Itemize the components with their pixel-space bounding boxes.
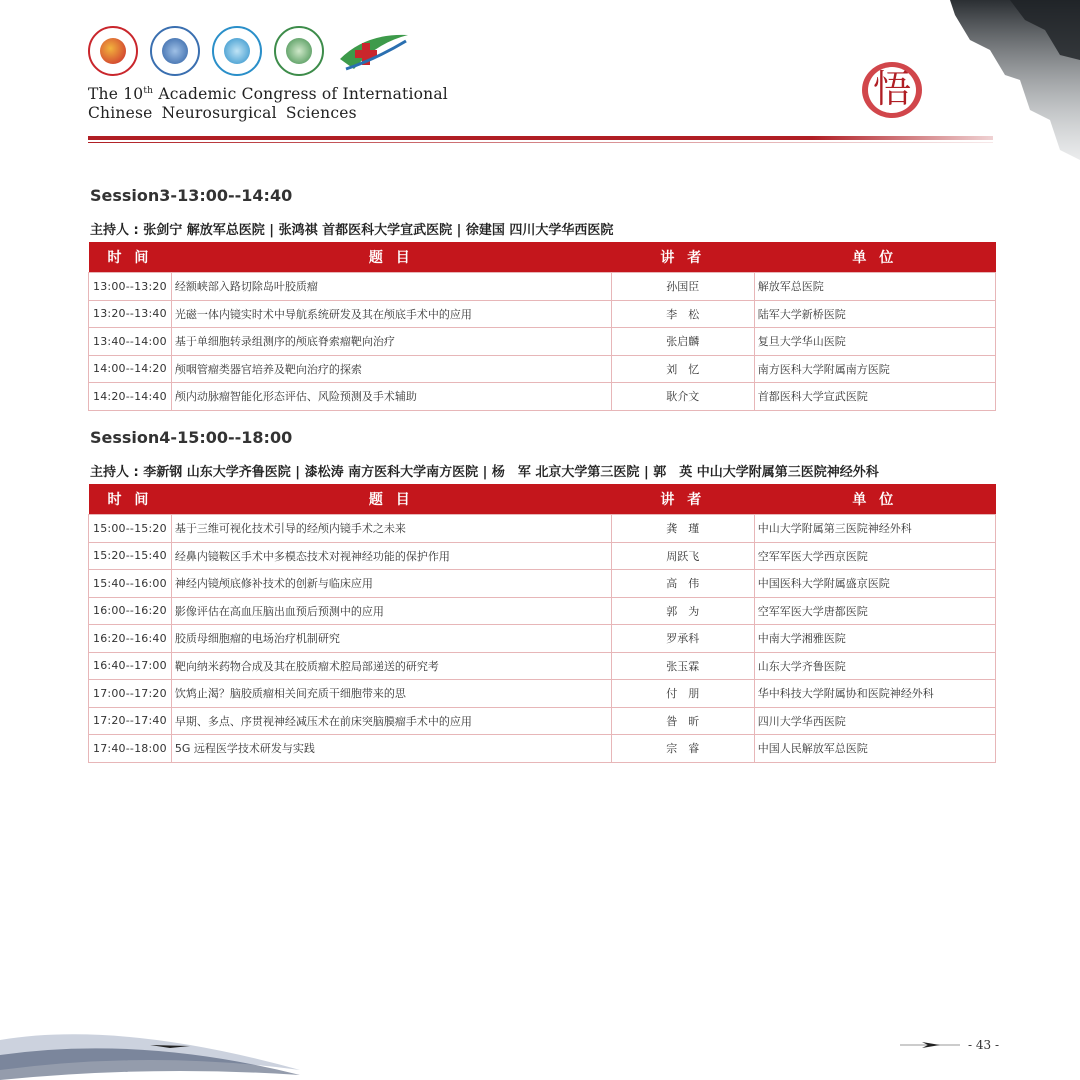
topic-cell: 基于三维可视化技术引导的经颅内镜手术之未来: [171, 515, 611, 543]
unit-cell: 中山大学附属第三医院神经外科: [754, 515, 995, 543]
ink-brush-decoration: [0, 1010, 320, 1080]
unit-cell: 南方医科大学附属南方医院: [754, 355, 995, 383]
speaker-cell: 张玉霖: [611, 652, 754, 680]
congress-header: [88, 26, 448, 123]
time-cell: 15:20--15:40: [89, 542, 172, 570]
table-row: [89, 515, 996, 543]
title-pre: The 10: [88, 85, 144, 104]
society-logo-1: [88, 26, 138, 76]
speaker-cell: 宗 睿: [611, 735, 754, 763]
speaker-cell: 耿介文: [611, 383, 754, 411]
speaker-cell: 龚 瑾: [611, 515, 754, 543]
unit-cell: 空军军医大学西京医院: [754, 542, 995, 570]
unit-cell: 解放军总医院: [754, 273, 995, 301]
table-row: [89, 355, 996, 383]
speaker-cell: 周跃飞: [611, 542, 754, 570]
topic-cell: 颅咽管瘤类器官培养及靶向治疗的探索: [171, 355, 611, 383]
table-row: [89, 383, 996, 411]
page-number: - 43 -: [968, 1038, 1000, 1052]
header-unit: 单 位: [754, 242, 995, 273]
topic-cell: 光磁一体内镜实时术中导航系统研发及其在颅底手术中的应用: [171, 300, 611, 328]
title-ordinal: th: [143, 86, 154, 96]
topic-cell: 5G 远程医学技术研发与实践: [171, 735, 611, 763]
time-cell: 15:40--16:00: [89, 570, 172, 598]
time-cell: 16:20--16:40: [89, 625, 172, 653]
header-topic: 题 目: [171, 484, 611, 515]
time-cell: 14:20--14:40: [89, 383, 172, 411]
topic-cell: 早期、多点、序贯视神经减压术在前床突脑膜瘤手术中的应用: [171, 707, 611, 735]
unit-cell: 四川大学华西医院: [754, 707, 995, 735]
session4-hosts: 主持人 : 李新钢 山东大学齐鲁医院 | 漆松涛 南方医科大学南方医院 | 杨 军 北京大学第三医院 | 郭 英 中山大学附属第三医院神经外科: [90, 465, 879, 480]
header-time: 时 间: [89, 484, 172, 515]
unit-cell: 山东大学齐鲁医院: [754, 652, 995, 680]
unit-cell: 华中科技大学附属协和医院神经外科: [754, 680, 995, 708]
table-row: [89, 652, 996, 680]
header-topic: 题 目: [171, 242, 611, 273]
topic-cell: 神经内镜颅底修补技术的创新与临床应用: [171, 570, 611, 598]
seal-character: 悟: [872, 67, 911, 111]
unit-cell: 中南大学湘雅医院: [754, 625, 995, 653]
unit-cell: 中国人民解放军总医院: [754, 735, 995, 763]
time-cell: 13:00--13:20: [89, 273, 172, 301]
table-row: [89, 328, 996, 356]
topic-cell: 靶向纳米药物合成及其在胶质瘤术腔局部递送的研究考: [171, 652, 611, 680]
speaker-cell: 孙国臣: [611, 273, 754, 301]
speaker-cell: 刘 忆: [611, 355, 754, 383]
header-divider-thin: [88, 142, 993, 143]
topic-cell: 经额峡部入路切除岛叶胶质瘤: [171, 273, 611, 301]
logo-row: [88, 26, 448, 76]
topic-cell: 饮鸩止渴？脑胶质瘤相关间充质干细胞带来的思: [171, 680, 611, 708]
society-logo-4: [274, 26, 324, 76]
time-cell: 17:20--17:40: [89, 707, 172, 735]
speaker-cell: 张启麟: [611, 328, 754, 356]
ink-bird-mark: [900, 1030, 960, 1060]
seal-emblem: [858, 58, 926, 122]
session4-rows: [89, 515, 996, 763]
unit-cell: 复旦大学华山医院: [754, 328, 995, 356]
table-row: [89, 542, 996, 570]
table-row: [89, 625, 996, 653]
table-row: [89, 300, 996, 328]
congress-title-line1: [88, 82, 448, 104]
speaker-cell: 罗承科: [611, 625, 754, 653]
topic-cell: 基于单细胞转录组测序的颅底脊索瘤靶向治疗: [171, 328, 611, 356]
congress-title-line2: Chinese Neurosurgical Sciences: [88, 104, 357, 123]
unit-cell: 中国医科大学附属盛京医院: [754, 570, 995, 598]
table-row: [89, 570, 996, 598]
session4-title: Session4-15:00--18:00: [90, 428, 293, 447]
unit-cell: 首都医科大学宣武医院: [754, 383, 995, 411]
speaker-cell: 高 伟: [611, 570, 754, 598]
time-cell: 17:00--17:20: [89, 680, 172, 708]
header-speaker: 讲 者: [611, 242, 754, 273]
congress-title: [88, 82, 448, 123]
speaker-cell: 昝 昕: [611, 707, 754, 735]
topic-cell: 影像评估在高血压脑出血预后预测中的应用: [171, 597, 611, 625]
header-unit: 单 位: [754, 484, 995, 515]
session3-title: Session3-13:00--14:40: [90, 186, 293, 205]
header-speaker: 讲 者: [611, 484, 754, 515]
speaker-cell: 李 松: [611, 300, 754, 328]
medical-cross-logo: [336, 29, 410, 73]
time-cell: 15:00--15:20: [89, 515, 172, 543]
title-post: Academic Congress of International: [153, 85, 448, 104]
table-row: [89, 597, 996, 625]
session3-table: [88, 242, 996, 411]
topic-cell: 经鼻内镜鞍区手术中多模态技术对视神经功能的保护作用: [171, 542, 611, 570]
session4-table: [88, 484, 996, 763]
speaker-cell: 付 朋: [611, 680, 754, 708]
table-header-row: [89, 484, 996, 515]
table-row: [89, 273, 996, 301]
time-cell: 16:00--16:20: [89, 597, 172, 625]
table-row: [89, 680, 996, 708]
session3-hosts: 主持人 : 张剑宁 解放军总医院 | 张鸿祺 首都医科大学宣武医院 | 徐建国 四川大学华西医院: [90, 223, 614, 238]
header-divider: [88, 136, 993, 140]
unit-cell: 空军军医大学唐都医院: [754, 597, 995, 625]
table-row: [89, 735, 996, 763]
unit-cell: 陆军大学新桥医院: [754, 300, 995, 328]
topic-cell: 颅内动脉瘤智能化形态评估、风险预测及手术辅助: [171, 383, 611, 411]
icnss-logo: [150, 26, 200, 76]
time-cell: 13:20--13:40: [89, 300, 172, 328]
topic-cell: 胶质母细胞瘤的电场治疗机制研究: [171, 625, 611, 653]
time-cell: 14:00--14:20: [89, 355, 172, 383]
time-cell: 16:40--17:00: [89, 652, 172, 680]
speaker-cell: 郭 为: [611, 597, 754, 625]
table-row: [89, 707, 996, 735]
header-time: 时 间: [89, 242, 172, 273]
session3-rows: [89, 273, 996, 411]
time-cell: 13:40--14:00: [89, 328, 172, 356]
society-logo-3: [212, 26, 262, 76]
time-cell: 17:40--18:00: [89, 735, 172, 763]
table-header-row: [89, 242, 996, 273]
